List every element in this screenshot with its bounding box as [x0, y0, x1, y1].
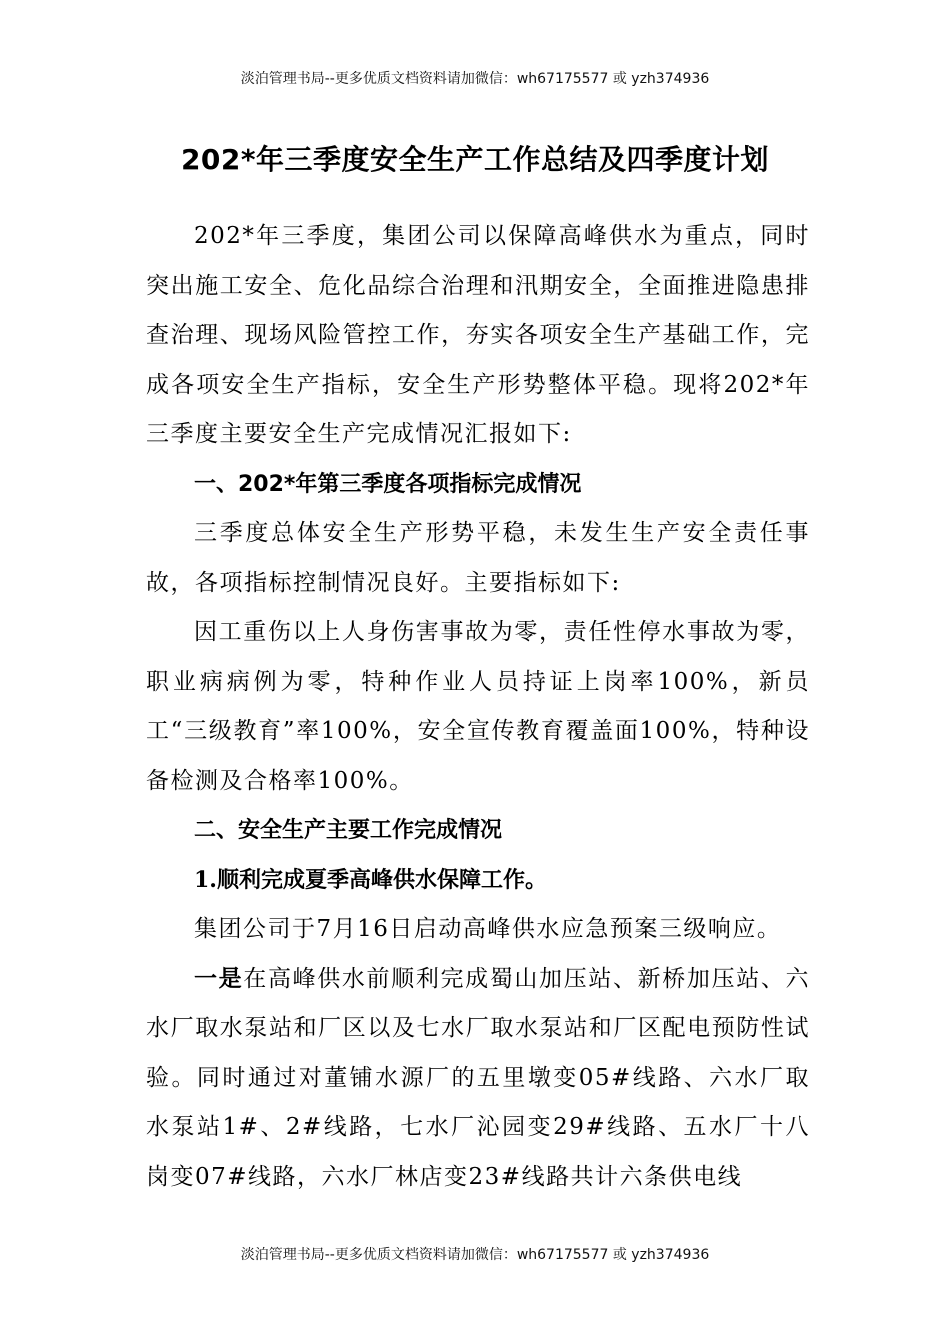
page-header-watermark: 淡泊管理书局--更多优质文档资料请加微信：wh67175577 或 yzh374936 [240, 71, 710, 87]
subsection-1-heading: 1.顺利完成夏季高峰供水保障工作。 [194, 866, 547, 893]
subsection-1-paragraph-1: 集团公司于7月16日启动高峰供水应急预案三级响应。 [194, 916, 782, 942]
intro-paragraph: 202*年三季度，集团公司以保障高峰供水为重点，同时突出施工安全、危化品综合治理和汛期安全，全面推进隐患排查治理、现场风险管控工作，夯实各项安全生产基础工作，完成各项安全生产指标，安全生产形势整体平稳。现将202*年三季度主要安全生产完成情况汇报如下: [146, 223, 810, 447]
section-1-paragraph-1: 三季度总体安全生产形势平稳，未发生生产安全责任事故，各项指标控制情况良好。主要指标如下: [146, 520, 810, 596]
document-body [146, 212, 810, 1202]
section-2-heading: 二、安全生产主要工作完成情况 [194, 818, 503, 843]
document-title: 202*年三季度安全生产工作总结及四季度计划 [180, 143, 770, 176]
subsection-1-paragraph-2 [146, 955, 810, 1203]
page-footer-watermark: 淡泊管理书局--更多优质文档资料请加微信：wh67175577 或 yzh374936 [240, 1247, 710, 1263]
section-1-paragraph-2: 因工重伤以上人身伤害事故为零，责任性停水事故为零，职业病病例为零，特种作业人员持证上岗率100%，新员工“三级教育”率100%，安全宣传教育覆盖面100%，特种设备检测及合格率100%。 [146, 619, 810, 794]
section-1-heading: 一、202*年第三季度各项指标完成情况 [194, 471, 582, 497]
paragraph-text: 在高峰供水前顺利完成蜀山加压站、新桥加压站、六水厂取水泵站和厂区以及七水厂取水泵站和厂区配电预防性试验。同时通过对董铺水源厂的五里墩变05#线路、六水厂取水泵站1#、2#线路，七水厂沁园变29#线路、五水厂十八岗变07#线路，六水厂林店变23#线路共计六条供电线 [146, 965, 811, 1190]
emphasis-lead: 一是 [194, 965, 244, 992]
